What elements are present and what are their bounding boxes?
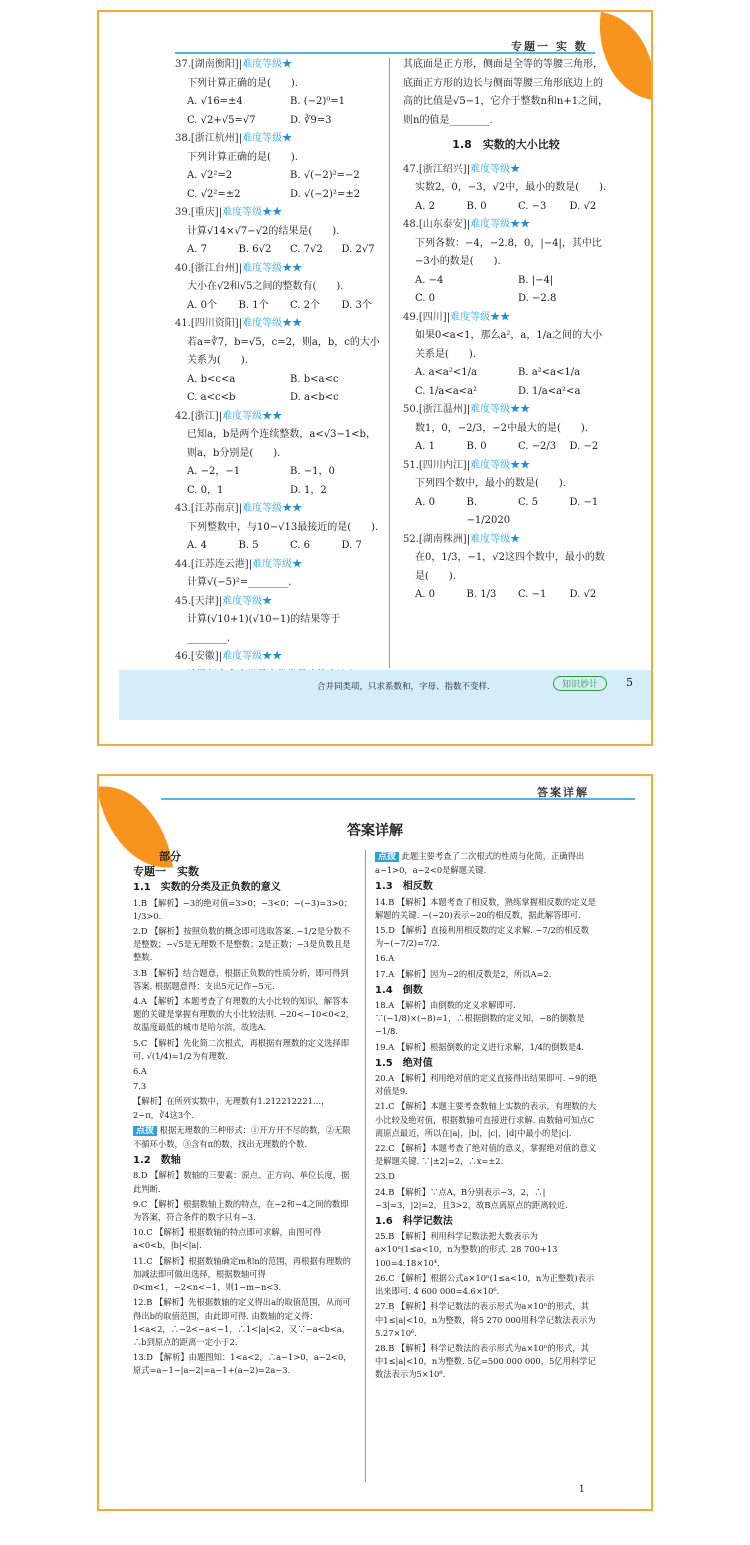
answer-option: C. 1/a<a<a²	[415, 385, 478, 397]
answer-option: C. √2+√5=√7	[187, 114, 256, 126]
question-stem: 计算√(−5)²=________.	[187, 577, 292, 588]
chapter-header: 专题一 实 数	[511, 40, 588, 53]
question-stem: 下列计算正确的是( ).	[187, 77, 298, 89]
answer-option: B. 6√2	[238, 244, 272, 255]
question-header: 52.[湖南株洲]|难度等级★	[403, 533, 521, 545]
question-source: 44.[江苏连云港]	[175, 558, 249, 570]
answer-option: C. 0，1	[187, 484, 224, 496]
answer-text: 17.A 【解析】因为−2的相反数是2，所以A=2.	[375, 968, 552, 979]
answer-options	[175, 297, 381, 316]
answer-item	[375, 1300, 597, 1340]
question	[175, 556, 381, 593]
answer-item	[375, 1100, 597, 1140]
answer-text: 6.A	[133, 1066, 147, 1077]
answer-option: A. −4	[415, 274, 444, 286]
answer-option: B. −1/2020	[466, 496, 511, 526]
answer-item	[375, 1230, 597, 1270]
question	[175, 593, 381, 649]
answer-item	[133, 1095, 355, 1121]
difficulty-stars: ★	[282, 133, 293, 144]
answer-options	[403, 364, 609, 401]
answer-text: 27.B 【解析】科学记数法的表示形式为a×10ⁿ的形式，其中1≤|a|<10，n为整数，将5 270 000用科学记数法表示为5.27×10⁶.	[375, 1301, 596, 1338]
difficulty-stars: ★	[510, 163, 521, 175]
difficulty-stars: ★	[282, 59, 293, 70]
question-stem: 下列四个数中，最小的数是( ).	[415, 478, 566, 489]
answer-text: 24.B 【解析】∵点A，B分别表示−3，2，∴|−3|=3，|2|=2，且3>2，故B点离原点的距离较近.	[375, 1186, 568, 1210]
answer-text: 2.D 【解析】按照负数的概念即可选取答案. −1/2是分数不是整数；−√5是无理数不是整数；2是正数；−3是负数且是整数.	[133, 926, 351, 963]
answer-option: D. −1	[569, 496, 599, 508]
question-header: 45.[天津]|难度等级★	[175, 595, 273, 607]
answer-item	[133, 897, 355, 923]
question	[175, 260, 381, 316]
answer-option: A. 7	[187, 244, 207, 255]
answer-options	[175, 371, 381, 408]
answer-option: D. √2	[569, 200, 597, 212]
answer-text: 21.C 【解析】本题主要考查数轴上实数的表示，有理数的大小比较及绝对值，根据数轴可直接进行求解. 由数轴可知点C离原点最近，所以在|a|，|b|，|c|，|d|中最小的是|c|.	[375, 1101, 597, 1138]
answer-option: A. 2	[415, 200, 435, 212]
question-stem: 大小在√2和√5之间的整数有( ).	[187, 281, 344, 292]
answer-text: 26.C 【解析】根据公式a×10ⁿ(1≤a<10，n为正整数)表示出来即可. 4 600 000=4.6×10⁶.	[375, 1272, 595, 1297]
answer-item	[375, 1272, 597, 1298]
answer-option: D. ∛9=3	[290, 114, 332, 126]
difficulty-stars: ★★	[262, 410, 283, 422]
answer-item	[375, 1342, 597, 1382]
answer-item	[375, 1142, 597, 1168]
difficulty-stars: ★★	[282, 318, 303, 329]
answer-options	[403, 586, 609, 605]
question-source: 41.[四川资阳]	[175, 318, 239, 329]
answer-option: A. a<a²<1/a	[415, 367, 477, 378]
answer-text: 8.D 【解析】数轴的三要素：原点、正方向、单位长度，据此判断.	[133, 1170, 350, 1194]
answer-item	[133, 1255, 355, 1295]
footer-tip: 合并同类项，只求系数和，字母、指数不变样.	[317, 682, 490, 692]
answer-item	[133, 1037, 355, 1063]
answer-option: C. a<c<b	[187, 392, 236, 403]
difficulty-label: 难度等级	[252, 558, 293, 570]
answer-option: B. √(−2)²=−2	[290, 170, 360, 181]
answer-option: D. −2.8	[518, 293, 557, 304]
answer-option: B. 5	[238, 540, 259, 551]
difficulty-stars: ★	[510, 533, 521, 545]
difficulty-label: 难度等级	[222, 651, 263, 662]
question-header: 48.[山东泰安]|难度等级★★	[403, 219, 531, 230]
question	[175, 408, 381, 501]
answer-option: A. 0个	[187, 299, 217, 311]
answer-item	[375, 1170, 597, 1183]
answer-text: 4.A 【解析】本题考查了有理数的大小比较的知识，解答本题的关键是掌握有理数的大小比较法则. −20<−10<0<2，故温度最低的城市是哈尔滨，故选A.	[133, 996, 355, 1033]
answer-option: D. −2	[569, 441, 599, 452]
answer-text: 11.C 【解析】根据数轴确定m和n的范围，再根据有理数的加减法即可做出选择，根据数轴可得0<m<1，−2<n<−1，则1−m−n<3.	[133, 1255, 351, 1293]
question	[175, 130, 381, 204]
answers-left-column	[133, 848, 355, 1380]
answer-option: D. 7	[341, 540, 362, 551]
answer-item	[133, 967, 355, 993]
answer-option: D. 1，2	[290, 484, 327, 496]
answer-option: C. 7√2	[290, 244, 323, 255]
difficulty-label: 难度等级	[242, 59, 283, 70]
question-stem: 下列各数：−4，−2.8，0，|−4|，其中比−3小的数是( ).	[415, 237, 602, 267]
answer-item	[133, 1065, 355, 1078]
column-divider	[389, 58, 390, 668]
continued-question-text: 其底面是正方形，侧面是全等的等腰三角形，底面正方形的边长与侧面等腰三角形底边上的高的比值是√5−1，它介于整数n和n+1之间，则n的值是________.	[403, 59, 609, 126]
question-source: 37.[湖南衡阳]	[175, 59, 239, 70]
answer-option: C. 6	[290, 540, 311, 551]
answer-options	[403, 438, 609, 457]
answer-item	[133, 1226, 355, 1252]
answer-section-title: 1.4 倒数	[375, 984, 423, 996]
answer-section-title: 1.1 实数的分类及正负数的意义	[133, 882, 281, 894]
answer-text: 22.C 【解析】本题考查了绝对值的意义，掌握绝对值的意义是解题关键. ∵|±2|=2，∴x=±2.	[375, 1143, 597, 1167]
answer-option: D. 2√7	[341, 244, 375, 255]
question	[403, 457, 609, 531]
question	[403, 401, 609, 457]
answer-text: 此题主要考查了二次根式的性质与化简，正确得出a−1>0，a−2<0是解题关键.	[375, 851, 585, 876]
answer-option: C. √2²=±2	[187, 188, 241, 200]
question-stem: 下列整数中，与10−√13最接近的是( ).	[187, 521, 379, 533]
answer-options	[175, 167, 381, 204]
answer-option: A. √2²=2	[187, 170, 233, 181]
answer-options	[403, 272, 609, 309]
difficulty-label: 难度等级	[470, 219, 511, 230]
answer-text: 5.C 【解析】先化简二次根式，再根据有理数的定义选择即可. √(1/4)=1/2为有理数.	[133, 1037, 350, 1061]
answer-options	[175, 93, 381, 130]
answer-text: 18.A 【解析】由倒数的定义求解即可. ∵(−1/8)×(−8)=1，∴根据倒数的定义知，−8的倒数是−1/8.	[375, 1000, 585, 1037]
difficulty-stars: ★★	[510, 404, 531, 415]
question-source: 51.[四川内江]	[403, 459, 467, 471]
footer-logo: 知识妙计	[553, 676, 607, 691]
difficulty-stars: ★★	[510, 219, 531, 230]
question-source: 45.[天津]	[175, 595, 219, 607]
answer-option: C. 0	[415, 293, 436, 304]
answer-option: B. a²<a<1/a	[518, 367, 581, 378]
answer-item	[133, 995, 355, 1035]
answer-text: 14.B 【解析】本题考查了相反数，熟练掌握相反数的定义是解题的关键. −(−20)表示−20的相反数，据此解答即可.	[375, 896, 597, 920]
topic-title: 专题一 实数	[133, 865, 199, 879]
answer-section-title: 1.3 相反数	[375, 881, 433, 893]
answer-option: D. 3个	[341, 299, 372, 311]
answer-options	[403, 494, 609, 531]
answer-item	[375, 968, 597, 981]
answer-text: 16.A	[375, 953, 395, 964]
answer-text: 12.B 【解析】先根据数轴的定义得出a的取值范围，从而可得出b的取值范围，由此即可得. 由数轴的定义得：1<a<2，∴−2<−a<−1，∴1<|a|<2，又∵−a<b<a，∴b到原点的距离一定小于2.	[133, 1297, 351, 1347]
difficulty-stars: ★★	[262, 651, 283, 662]
answers-title: 答案详解	[347, 823, 403, 839]
answer-text: 19.A 【解析】根据倒数的定义进行求解，1/4的倒数是4.	[375, 1041, 585, 1052]
answer-item	[375, 1186, 597, 1212]
answer-option: C. 2个	[290, 299, 321, 311]
answer-option: A. 4	[187, 540, 207, 551]
question-header: 47.[浙江绍兴]|难度等级★	[403, 163, 521, 175]
answer-item	[375, 850, 597, 877]
answers-right-column	[375, 850, 597, 1384]
answer-option: C. −1	[518, 589, 547, 600]
question	[175, 204, 381, 260]
answer-text: 7.3	[133, 1081, 147, 1092]
question-header: 39.[重庆]|难度等级★★	[175, 207, 283, 218]
answer-option: B. 0	[466, 441, 487, 452]
question-stem: 数1，0，−2/3，−2中最大的是( ).	[415, 422, 588, 434]
tip-badge: 点拨	[375, 852, 399, 862]
question-stem: 实数2，0，−3，√2中，最小的数是( ).	[415, 182, 607, 193]
question	[175, 315, 381, 408]
answer-option: A. −2，−1	[187, 466, 241, 477]
question	[403, 216, 609, 309]
answer-text: 1.B 【解析】−3的绝对值=3>0；−3<0；−(−3)=3>0；1/3>0.	[133, 897, 353, 921]
question-header: 37.[湖南衡阳]|难度等级★	[175, 59, 293, 70]
answer-option: C. 5	[518, 496, 539, 508]
question-source: 42.[浙江]	[175, 410, 219, 422]
answer-option: D. a<b<c	[290, 392, 339, 403]
difficulty-label: 难度等级	[470, 163, 511, 175]
answer-item	[133, 1198, 355, 1224]
answer-options	[175, 241, 381, 260]
answer-section-title: 1.6 科学记数法	[375, 1216, 453, 1228]
answer-item	[133, 1169, 355, 1195]
answer-text: 25.B 【解析】利用科学记数法把大数表示为a×10ⁿ(1≤a<10，n为整数)的形式. 28 700+13 100=4.18×10⁴.	[375, 1231, 558, 1268]
question-source: 49.[四川]	[403, 311, 447, 323]
answer-option: C. −2/3	[518, 441, 557, 452]
answer-item	[133, 1296, 355, 1349]
left-column	[175, 56, 381, 685]
section-header: 答案详解	[537, 786, 589, 799]
tip-badge: 点拨	[133, 1126, 157, 1136]
answer-item	[133, 1351, 355, 1377]
question	[403, 309, 609, 402]
question-header: 41.[四川资阳]|难度等级★★	[175, 318, 303, 329]
answer-item	[375, 924, 597, 950]
answer-item	[375, 952, 597, 965]
difficulty-label: 难度等级	[222, 207, 263, 218]
answer-options	[175, 463, 381, 500]
answer-text: 根据无理数的三种形式：①开方开不尽的数，②无限不循环小数，③含有π的数，找出无理数的个数.	[133, 1124, 351, 1150]
book-page-answers	[97, 774, 653, 1511]
answer-item	[133, 1080, 355, 1093]
difficulty-label: 难度等级	[242, 318, 283, 329]
question-header: 49.[四川]|难度等级★★	[403, 311, 511, 323]
answer-item	[375, 999, 597, 1039]
difficulty-label: 难度等级	[222, 595, 263, 607]
question-header: 40.[浙江台州]|难度等级★★	[175, 262, 303, 274]
difficulty-label: 难度等级	[470, 404, 511, 415]
answer-item	[133, 925, 355, 965]
question-stem: 在0，1/3，−1，√2这四个数中，最小的数是( ).	[415, 552, 605, 582]
answer-text: 20.A 【解析】利用绝对值的定义直接得出结果即可. −9的绝对值是9.	[375, 1073, 597, 1097]
answer-section-title: 1.5 绝对值	[375, 1057, 433, 1069]
question-header: 43.[江苏南京]|难度等级★★	[175, 503, 303, 514]
answer-option: A. 0	[415, 589, 435, 600]
answer-option: B. 1/3	[466, 589, 497, 600]
page-number: 1	[578, 1484, 585, 1495]
question-header: 38.[浙江杭州]|难度等级★	[175, 133, 293, 144]
part-label: 部分	[159, 850, 181, 863]
difficulty-label: 难度等级	[242, 503, 283, 514]
answer-text: 10.C 【解析】根据数轴的特点即可求解，由图可得a<0<b，|b|<|a|.	[133, 1227, 322, 1251]
question-source: 39.[重庆]	[175, 207, 219, 218]
question-source: 50.[浙江温州]	[403, 404, 467, 415]
page-number: 5	[626, 676, 633, 689]
question-header: 50.[浙江温州]|难度等级★★	[403, 404, 531, 415]
question-stem: 如果0<a<1，那么a²，a，1/a之间的大小关系是( ).	[415, 330, 603, 360]
question-header: 46.[安徽]|难度等级★★	[175, 651, 283, 662]
question-source: 46.[安徽]	[175, 651, 219, 662]
answer-text: 3.B 【解析】结合题意，根据正负数的性质分析，即可得到答案. 根据题意得：支出5元记作−5元.	[133, 967, 349, 991]
question	[175, 56, 381, 130]
question-source: 43.[江苏南京]	[175, 503, 239, 514]
question	[175, 500, 381, 556]
footer-bar	[119, 670, 651, 720]
answer-text: 23.D	[375, 1171, 395, 1182]
answer-option: B. 0	[466, 200, 487, 212]
difficulty-label: 难度等级	[242, 262, 283, 274]
answer-option: D. √(−2)²=±2	[290, 188, 361, 200]
answer-text: 【解析】在所列实数中，无理数有1.212212221…，2−π，∛4这3个.	[133, 1096, 330, 1120]
question-source: 40.[浙江台州]	[175, 262, 239, 274]
difficulty-stars: ★	[262, 595, 273, 607]
answer-option: D. √2	[569, 589, 597, 600]
question-header: 42.[浙江]|难度等级★★	[175, 410, 283, 422]
answer-option: A. 1	[415, 441, 435, 452]
column-divider	[365, 850, 366, 1482]
section-title: 1.8 实数的大小比较	[452, 138, 560, 151]
answer-option: B. |−4|	[518, 274, 554, 286]
right-column	[403, 56, 609, 605]
answer-text: 13.D 【解析】由题图知：1<a<2，∴a−1>0，a−2<0，原式=a−1−|a−2|=a−1+(a−2)=2a−3.	[133, 1352, 352, 1376]
answer-option: B. 1个	[238, 299, 269, 311]
answer-section-title: 1.2 数轴	[133, 1155, 181, 1167]
difficulty-label: 难度等级	[450, 311, 491, 323]
question-stem: 已知a，b是两个连续整数，a<√3−1<b，则a，b分别是( ).	[187, 429, 376, 459]
answer-option: A. 0	[415, 496, 435, 508]
question-source: 38.[浙江杭州]	[175, 133, 239, 144]
answer-item	[375, 1041, 597, 1054]
question-source: 52.[湖南株洲]	[403, 533, 467, 545]
answer-option: A. b<c<a	[187, 373, 236, 385]
difficulty-stars: ★	[292, 558, 303, 570]
answer-text: 15.D 【解析】直接利用相反数的定义求解. −7/2的相反数为−(−7/2)=7/2.	[375, 925, 590, 949]
question-source: 48.[山东泰安]	[403, 219, 467, 230]
question-header: 44.[江苏连云港]|难度等级★	[175, 558, 303, 570]
difficulty-label: 难度等级	[222, 410, 263, 422]
difficulty-stars: ★★	[282, 503, 303, 514]
answer-option: D. 1/a<a²<a	[518, 385, 581, 397]
difficulty-stars: ★★	[262, 207, 283, 218]
difficulty-stars: ★★	[490, 311, 511, 323]
answer-options	[175, 537, 381, 556]
question	[403, 161, 609, 217]
answer-item	[375, 1072, 597, 1098]
question-stem: 若a=∛7，b=√5，c=2，则a，b，c的大小关系为( ).	[187, 336, 380, 366]
answer-option: B. −1，0	[290, 466, 335, 477]
difficulty-stars: ★★	[510, 459, 531, 471]
book-page-5	[97, 10, 653, 746]
question-stem: 下列计算正确的是( ).	[187, 151, 298, 163]
difficulty-label: 难度等级	[242, 133, 283, 144]
answer-option: A. √16=±4	[187, 96, 243, 107]
answer-text: 28.B 【解析】科学记数法的表示形式为a×10ⁿ的形式，其中1≤|a|<10，n为整数. 5亿=500 000 000，5亿用科学记数法表示为5×10⁸.	[375, 1342, 596, 1380]
difficulty-label: 难度等级	[470, 533, 511, 545]
difficulty-label: 难度等级	[470, 459, 511, 471]
answer-text: 9.C 【解析】根据数轴上数的特点，在−2和−4之间的数即为答案，符合条件的数字只有−3.	[133, 1198, 349, 1223]
answer-option: C. −3	[518, 200, 547, 212]
answer-item	[133, 1124, 355, 1151]
question-source: 47.[浙江绍兴]	[403, 163, 467, 175]
question-stem: 计算(√10+1)(√10−1)的结果等于________.	[187, 614, 341, 644]
answer-option: B. b<a<c	[290, 373, 339, 385]
question	[403, 531, 609, 605]
answer-options	[403, 198, 609, 217]
answer-item	[375, 896, 597, 922]
question-stem: 计算√14×√7−√2的结果是( ).	[187, 225, 340, 237]
question-header: 51.[四川内江]|难度等级★★	[403, 459, 531, 471]
difficulty-stars: ★★	[282, 262, 303, 274]
answer-option: B. (−2)⁰=1	[290, 96, 345, 107]
